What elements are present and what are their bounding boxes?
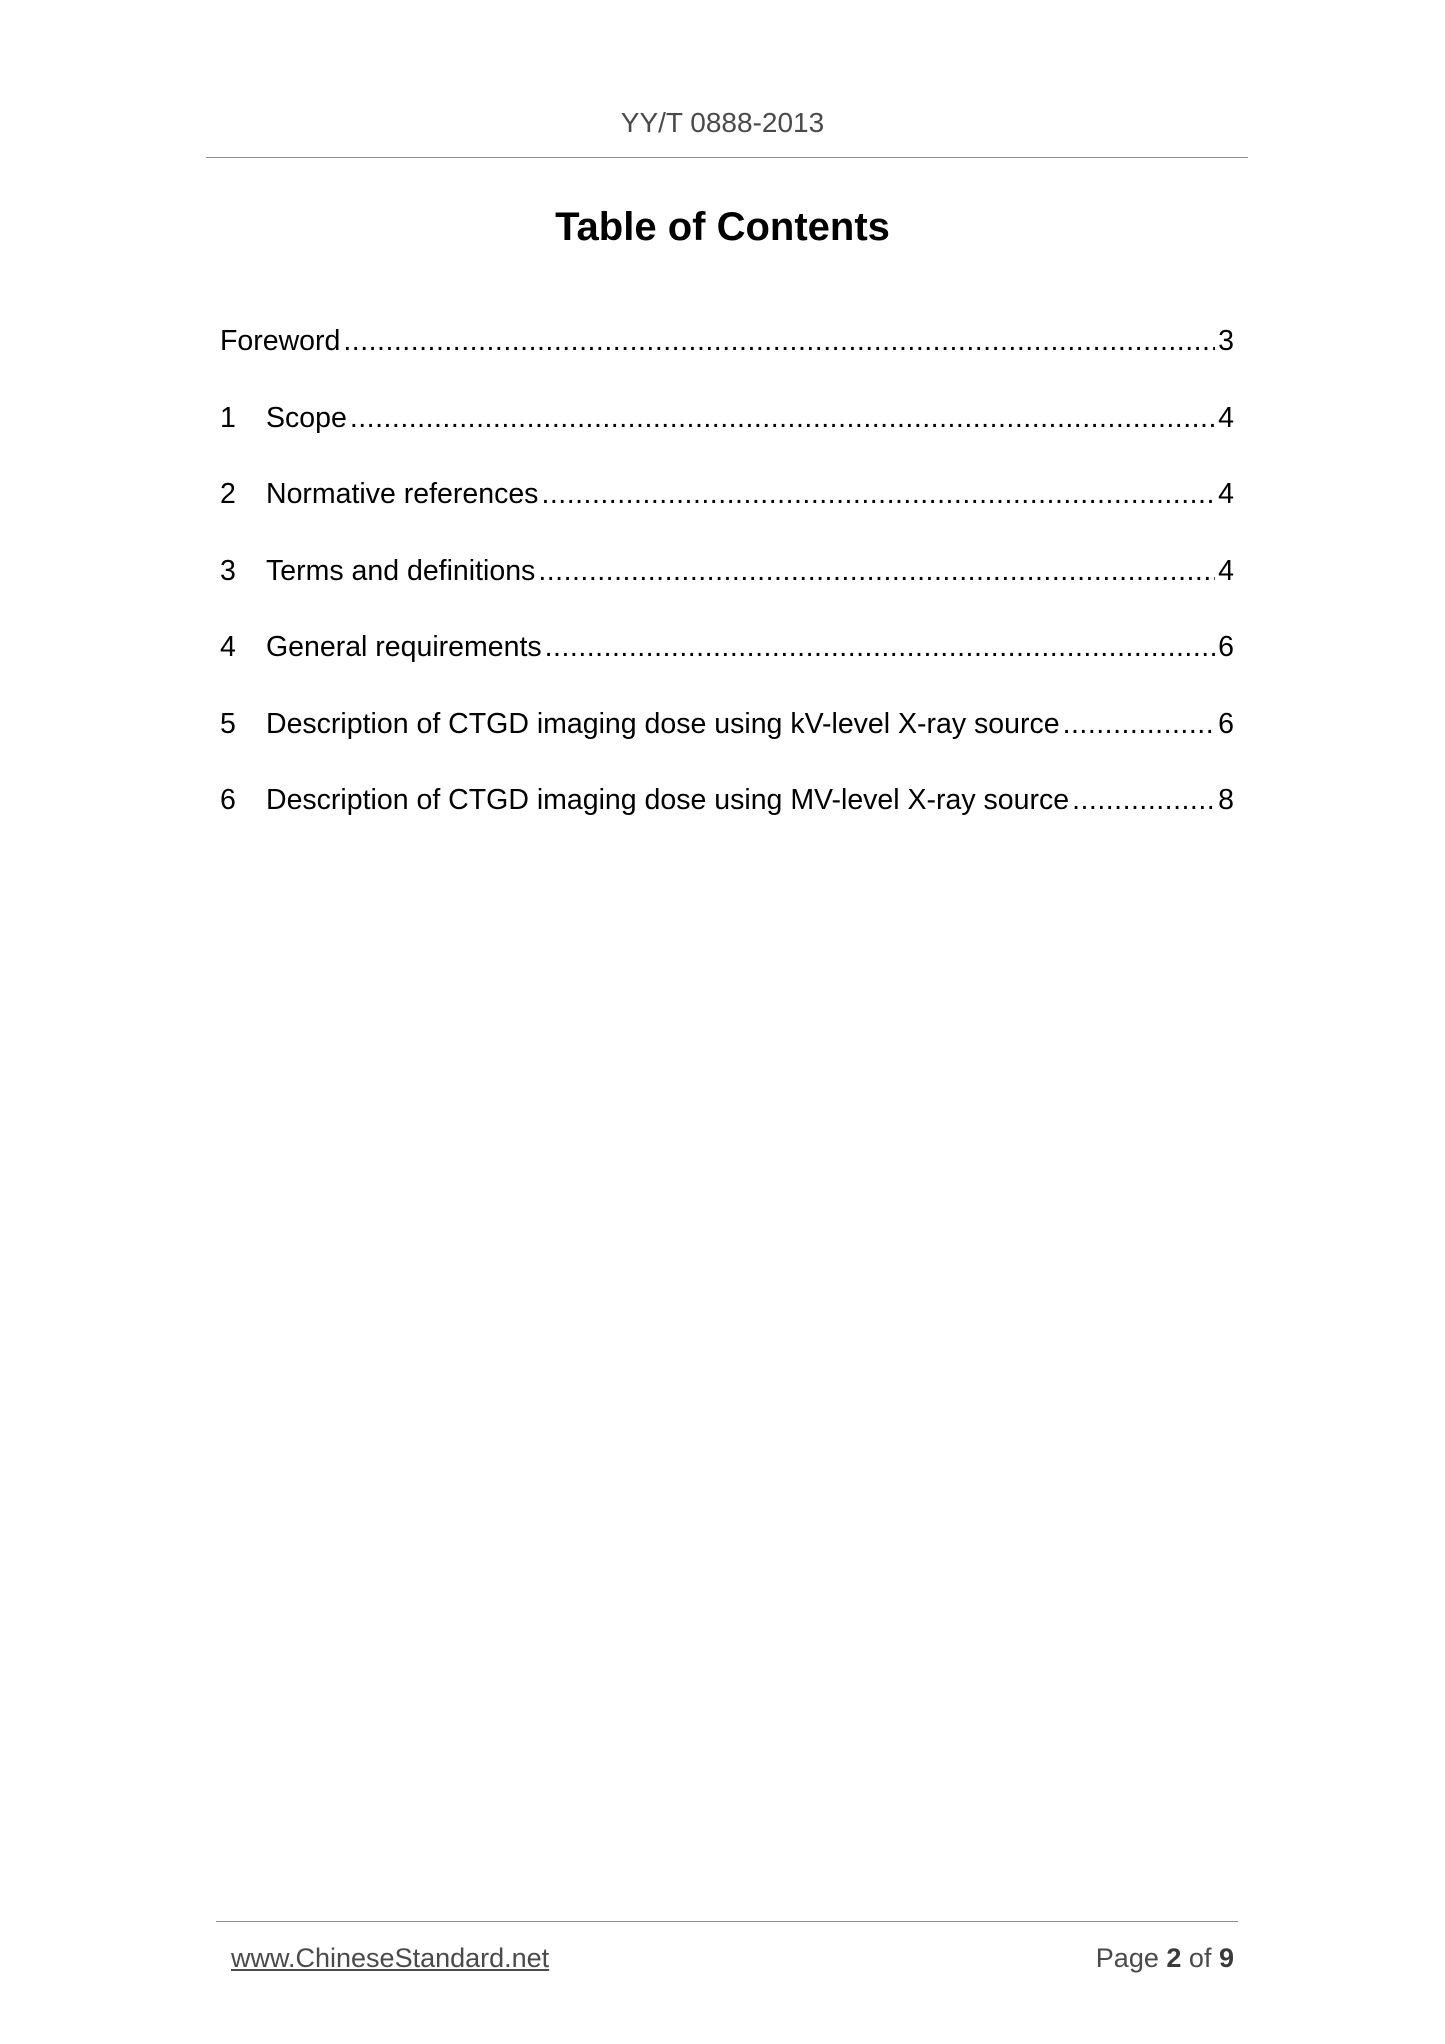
- toc-entry-page: 4: [1218, 554, 1234, 587]
- toc-entry-label: Normative references: [266, 478, 539, 510]
- toc-entry-label: Foreword: [220, 325, 341, 357]
- toc-dot-leader: [538, 552, 1215, 590]
- toc-entry-page: 6: [1218, 707, 1234, 740]
- toc-entry-label: Scope: [266, 401, 347, 434]
- toc-title: Table of Contents: [555, 205, 890, 249]
- footer-divider: [216, 1921, 1238, 1922]
- document-code-header: YY/T 0888-2013: [620, 107, 825, 138]
- toc-entry-label: Terms and definitions: [266, 554, 536, 587]
- toc-dot-leader: [1063, 705, 1216, 743]
- toc-dot-leader: [545, 628, 1216, 666]
- toc-dot-leader: [343, 322, 1215, 360]
- toc-entry-number: 3: [220, 554, 236, 587]
- page-separator: of: [1188, 1943, 1212, 1973]
- page-number-indicator: [1096, 1941, 1234, 1975]
- toc-entry-general-requirements[interactable]: [220, 628, 1234, 705]
- toc-entry-normative-references[interactable]: [220, 475, 1234, 552]
- toc-entry-foreword[interactable]: [220, 322, 1234, 399]
- website-link[interactable]: www.ChineseStandard.net: [231, 1943, 550, 1973]
- toc-entry-number: 4: [220, 631, 236, 663]
- toc-entry-number: 6: [220, 784, 236, 816]
- toc-entry-label: Description of CTGD imaging dose using kV-level X-ray source: [266, 707, 1060, 740]
- toc-entry-page: 3: [1218, 325, 1234, 357]
- toc-entry-page: 4: [1218, 478, 1234, 510]
- toc-entry-scope[interactable]: [220, 399, 1234, 476]
- toc-entry-label: Description of CTGD imaging dose using MV-level X-ray source: [266, 784, 1070, 816]
- toc-entry-kv-level-dose[interactable]: [220, 705, 1234, 782]
- toc-list: [220, 322, 1234, 858]
- total-pages-number: 9: [1218, 1943, 1234, 1973]
- toc-entry-label: General requirements: [266, 631, 542, 663]
- toc-entry-number: 5: [220, 707, 236, 740]
- toc-entry-number: 2: [220, 478, 236, 510]
- header-divider: [206, 157, 1248, 158]
- toc-dot-leader: [541, 475, 1215, 513]
- current-page-number: 2: [1166, 1943, 1182, 1973]
- toc-entry-page: 8: [1218, 784, 1234, 816]
- toc-dot-leader: [350, 399, 1215, 437]
- toc-dot-leader: [1072, 781, 1215, 819]
- toc-entry-number: 1: [220, 401, 236, 434]
- toc-entry-page: 6: [1218, 631, 1234, 663]
- page-prefix: Page: [1095, 1943, 1159, 1973]
- toc-entry-terms-and-definitions[interactable]: [220, 552, 1234, 629]
- toc-entry-mv-level-dose[interactable]: [220, 781, 1234, 858]
- toc-entry-page: 4: [1218, 401, 1234, 434]
